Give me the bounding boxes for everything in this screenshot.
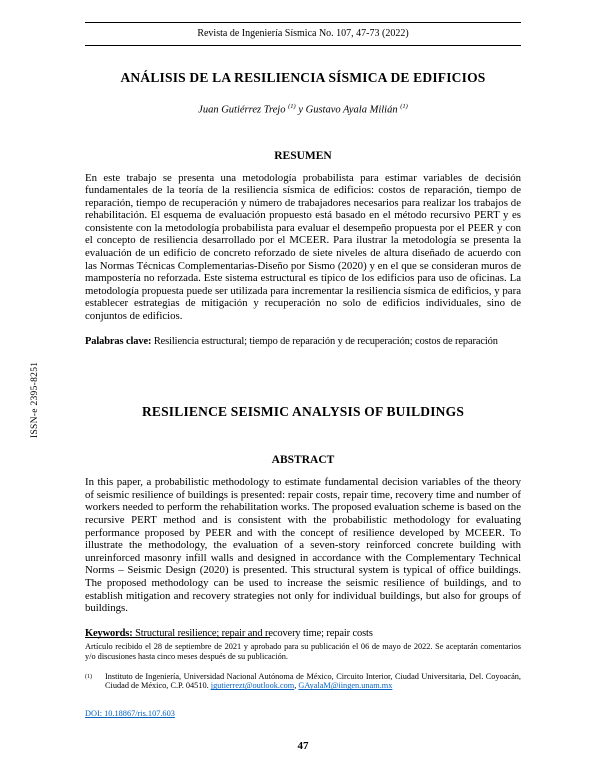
authors-line — [85, 103, 521, 116]
footnote-area — [85, 637, 521, 721]
paper-title-english: RESILIENCE SEISMIC ANALYSIS OF BUILDINGS — [141, 404, 465, 420]
journal-header: Revista de Ingeniería Sísmica No. 107, 47-73 (2022) — [197, 28, 409, 39]
article-received-note: Artículo recibido el 28 de septiembre de 2021 y aprobado para su publicación el 06 de mayo de 2022. Se aceptarán comentarios y/o discusiones hasta cinco meses después de su publicación. — [85, 642, 521, 661]
footnote-separator-rule — [85, 637, 270, 638]
page-number: 47 — [297, 740, 309, 752]
paper-title-spanish: ANÁLISIS DE LA RESILIENCIA SÍSMICA DE EDIFICIOS — [120, 70, 486, 85]
palabras-clave-label: Palabras clave: — [85, 335, 152, 347]
page-content — [85, 0, 521, 640]
resumen-heading: RESUMEN — [274, 149, 332, 162]
email-separator: , — [294, 681, 299, 691]
abstract-spanish: En este trabajo se presenta una metodología probabilista para estimar variables de decisión fundamentales de la teoría de la resiliencia sísmica de edificios: costos de reparación, tiempo de reparación, tiempo de recuperación y número de trabajadores necesarios para realizar los trabajos de rehabilitación. El esquema de evaluación propuesto está basado en el método recursivo PERT y es consistente con la metodología probabilista para evaluar el desempeño propuesta por el PEER y con el concepto de resiliencia desarrollado por el MCEER. Para ilustrar la metodología se presenta la evaluación de un edificio de concreto reforzado de siete niveles de altura diseñado de acuerdo con las Normas Técnicas Complementarias-Diseño por Sismo (2020) y en el que se consideran muros de mampostería no reforzada. Este sistema estructural es típico de los edificios para uso de oficinas. La metodología propuesta puede ser utilizada para incrementar la resiliencia sísmica de edificios, y para establecer estrategias de mitigación y recuperación no solo de edificios individuales, sino de conjuntos de edificios. — [85, 171, 521, 323]
affiliation-note — [85, 672, 521, 692]
author-1-affiliation-mark: (1) — [288, 103, 296, 110]
author-2-affiliation-mark: (1) — [400, 103, 408, 110]
author-1: Juan Gutiérrez Trejo — [198, 104, 289, 116]
affiliation-text — [105, 672, 521, 692]
author-2: Gustavo Ayala Milián — [305, 104, 401, 116]
affiliation-body: Instituto de Ingeniería, Universidad Nacional Autónoma de México, Circuito Interior, Ciudad Universitaria, Del. Coyoacán, Ciudad de México, C.P. 04510. — [105, 671, 521, 691]
affiliation-mark: (1) — [85, 673, 92, 680]
author-connector: y — [295, 104, 306, 116]
header-rule-bottom — [85, 45, 521, 46]
issn-vertical-label: ISSN-e 2395-8251 — [30, 361, 40, 438]
keywords-label: Keywords: — [85, 627, 133, 639]
email-link-2[interactable]: GAyalaM@iingen.unam.mx — [298, 681, 393, 691]
email-link-1[interactable]: jgutierrezt@outlook.com — [210, 681, 295, 691]
abstract-heading: ABSTRACT — [271, 454, 335, 467]
keywords-text: Structural resilience; repair and recovery time; repair costs — [132, 627, 373, 639]
doi-link[interactable]: DOI: 10.18867/ris.107.603 — [85, 709, 175, 719]
abstract-english: In this paper, a probabilistic methodology to estimate fundamental decision variables of the theory of seismic resilience of buildings is presented: repair costs, repair time, recovery time and number of workers needed to perform the rehabilitation works. The proposed evaluation scheme is based on the recursive PERT method and is consistent with the probabilistic methodology for evaluating performance proposed by PEER and with the concept of resilience developed by MCEER. To illustrate the methodology, the evaluation of a seven-story reinforced concrete building with unreinforced masonry infill walls and designed in accordance with the Complementary Technical Norms – Seismic Design (2020) is presented. This structural system is typical of office buildings. The proposed methodology can be used to increase the seismic resilience of buildings, and to establish mitigation and recovery strategies not only for individual buildings, but also for groups of buildings. — [85, 476, 521, 615]
palabras-clave-line — [85, 336, 521, 349]
palabras-clave-text: Resiliencia estructural; tiempo de reparación y de recuperación; costos de reparación — [151, 335, 498, 347]
